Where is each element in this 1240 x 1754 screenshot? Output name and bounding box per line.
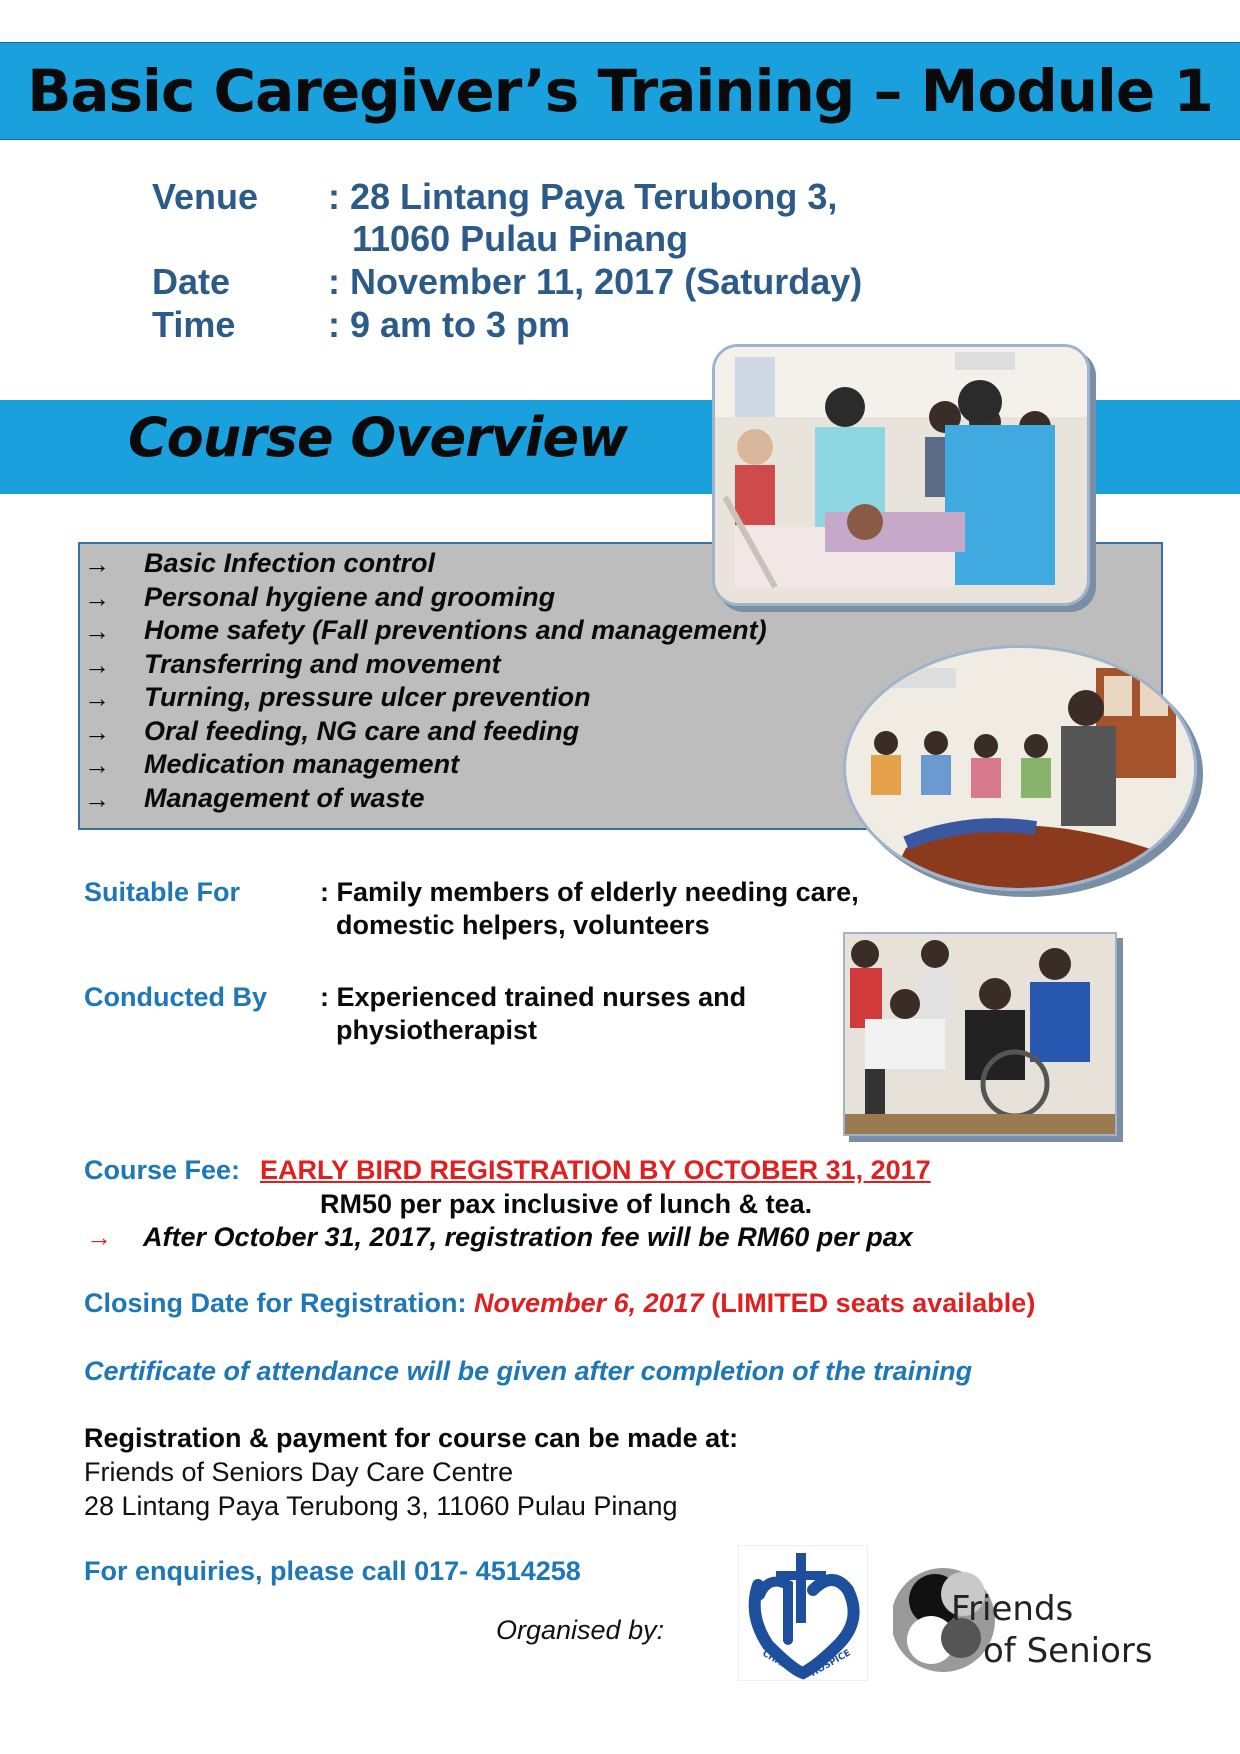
conducted-by-line1: : Experienced trained nurses and	[320, 982, 747, 1012]
venue-label: Venue	[152, 176, 259, 217]
registration-heading: Registration & payment for course can be made at:	[84, 1423, 739, 1453]
suitable-for-line1: : Family members of elderly needing care,	[320, 877, 859, 907]
enquiries-text: For enquiries, please call 017- 4514258	[84, 1556, 581, 1586]
conducted-by-label: Conducted By	[84, 982, 268, 1012]
topic-arrow-icon: →	[84, 750, 110, 780]
title-banner	[0, 42, 1240, 140]
page-title: Basic Caregiver’s Training – Module 1	[27, 57, 1213, 125]
venue-value-line2: 11060 Pulau Pinang	[352, 218, 689, 259]
conducted-by-line2: physiotherapist	[336, 1015, 538, 1045]
topic-arrow-icon: →	[84, 717, 110, 747]
training-photo-wheelchair	[843, 932, 1117, 1136]
topic-item: Management of waste	[144, 783, 425, 813]
venue-value-line1: : 28 Lintang Paya Terubong 3,	[328, 176, 838, 217]
topic-item: Medication management	[144, 749, 460, 779]
svg-text:Friends: Friends	[951, 1589, 1074, 1629]
fee-arrow-icon: →	[86, 1222, 112, 1252]
topic-item: Turning, pressure ulcer prevention	[144, 682, 591, 712]
course-fee-price: RM50 per pax inclusive of lunch & tea.	[320, 1189, 813, 1219]
svg-text:of Seniors: of Seniors	[983, 1631, 1153, 1671]
topic-arrow-icon: →	[84, 583, 110, 613]
suitable-for-line2: domestic helpers, volunteers	[336, 910, 710, 940]
topic-item: Home safety (Fall preventions and management)	[144, 615, 767, 645]
overview-heading: Course Overview	[128, 406, 627, 469]
topic-item: Oral feeding, NG care and feeding	[144, 716, 580, 746]
registration-place: Friends of Seniors Day Care Centre	[84, 1457, 514, 1487]
organised-by-label: Organised by:	[496, 1615, 665, 1645]
time-label: Time	[152, 304, 236, 345]
early-bird-notice: EARLY BIRD REGISTRATION BY OCTOBER 31, 2017	[260, 1155, 931, 1185]
late-fee-notice: After October 31, 2017, registration fee will be RM60 per pax	[143, 1222, 913, 1252]
topic-item: Basic Infection control	[144, 548, 436, 578]
svg-text:CHARIS: CHARIS	[760, 1648, 799, 1677]
training-photo-bed	[712, 344, 1090, 606]
date-label: Date	[152, 261, 231, 302]
topic-item: Personal hygiene and grooming	[144, 582, 556, 612]
date-value: : November 11, 2017 (Saturday)	[328, 261, 863, 302]
topic-item: Transferring and movement	[144, 649, 501, 679]
topic-arrow-icon: →	[84, 549, 110, 579]
suitable-for-label: Suitable For	[84, 877, 241, 907]
topic-arrow-icon: →	[84, 683, 110, 713]
closing-date-label: Closing Date for Registration:	[84, 1288, 467, 1318]
closing-date-note: (LIMITED seats available)	[711, 1288, 1036, 1318]
training-photo-class	[843, 645, 1197, 891]
registration-address: 28 Lintang Paya Terubong 3, 11060 Pulau Pinang	[84, 1491, 678, 1521]
topic-arrow-icon: →	[84, 650, 110, 680]
time-value: : 9 am to 3 pm	[328, 304, 571, 345]
closing-date-value: November 6, 2017	[474, 1288, 704, 1318]
svg-text:HOSPICE: HOSPICE	[809, 1648, 853, 1680]
topic-arrow-icon: →	[84, 616, 110, 646]
certificate-note: Certificate of attendance will be given after completion of the training	[84, 1356, 973, 1386]
course-fee-label: Course Fee:	[84, 1155, 241, 1185]
closing-date-row	[84, 1288, 1035, 1319]
topic-arrow-icon: →	[84, 784, 110, 814]
charis-hospice-logo	[738, 1545, 868, 1681]
friends-of-seniors-logo	[893, 1560, 1163, 1680]
